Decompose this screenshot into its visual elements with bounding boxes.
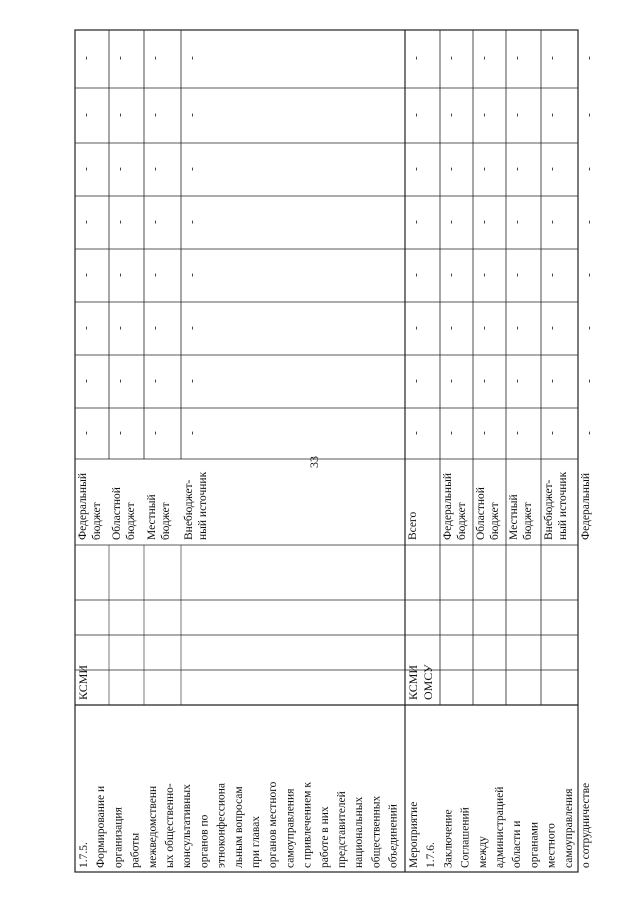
value-dash: -	[511, 56, 523, 60]
value-dash: -	[410, 431, 422, 435]
value-dash: -	[80, 273, 92, 277]
value-dash: -	[114, 56, 126, 60]
value-dash: -	[546, 431, 558, 435]
value-dash: -	[511, 431, 523, 435]
table-frame	[75, 30, 578, 872]
source-label: бюджет	[489, 502, 501, 540]
measure-name-line: с привлечением к	[301, 782, 314, 868]
value-dash: -	[445, 273, 457, 277]
measure-name-line: о сотрудничестве	[580, 782, 592, 868]
budget-table	[75, 30, 595, 872]
value-dash: -	[478, 56, 490, 60]
value-dash: -	[478, 167, 490, 171]
measure-name-line: межведомственн	[146, 785, 159, 868]
source-label: Местный	[508, 494, 520, 540]
measure-name-line: Соглашений	[459, 807, 472, 868]
value-dash: -	[410, 56, 422, 60]
value-dash: -	[186, 326, 198, 330]
value-dash: -	[186, 273, 198, 277]
value-dash: -	[80, 220, 92, 224]
value-dash: -	[445, 326, 457, 330]
value-dash: -	[511, 220, 523, 224]
value-dash: -	[80, 113, 92, 117]
measure-name-line: 1.7.6.	[425, 842, 438, 868]
value-dash: -	[583, 167, 595, 171]
measure-name-line: самоуправления	[284, 788, 297, 868]
measure-name-line: общественных	[370, 795, 383, 868]
value-dash: -	[410, 273, 422, 277]
value-dash: -	[546, 113, 558, 117]
value-dash: -	[546, 273, 558, 277]
value-dash: -	[445, 113, 457, 117]
source-label: бюджет	[160, 502, 172, 540]
source-label: Федеральный	[442, 473, 454, 540]
source-label: Внебюджет-	[183, 479, 195, 540]
value-dash: -	[186, 379, 198, 383]
value-dash: -	[149, 56, 161, 60]
value-dash: -	[114, 431, 126, 435]
value-dash: -	[149, 431, 161, 435]
value-dash: -	[80, 167, 92, 171]
value-dash: -	[583, 326, 595, 330]
measure-name-line: органов по	[198, 814, 211, 868]
value-dash: -	[445, 56, 457, 60]
measure-name-line: национальных	[353, 796, 366, 868]
source-label: бюджет	[91, 502, 103, 540]
source-label: бюджет	[522, 502, 534, 540]
value-dash: -	[114, 220, 126, 224]
value-dash: -	[186, 56, 198, 60]
value-dash: -	[546, 167, 558, 171]
value-dash: -	[478, 273, 490, 277]
page-number: 33	[307, 456, 321, 468]
value-dash: -	[410, 326, 422, 330]
value-dash: -	[114, 113, 126, 117]
value-dash: -	[511, 326, 523, 330]
value-dash: -	[546, 220, 558, 224]
measure-name-line: органами	[528, 821, 541, 868]
value-dash: -	[186, 113, 198, 117]
measure-name-line: ых общественно-	[164, 783, 176, 868]
source-label: бюджет	[456, 502, 468, 540]
source-label: Областной	[475, 487, 487, 540]
value-dash: -	[410, 220, 422, 224]
measure-name-line: объединений	[387, 804, 400, 868]
value-dash: -	[511, 167, 523, 171]
measure-name-line: представителей	[336, 791, 348, 868]
source-label: ный источник	[197, 471, 209, 540]
source-label: бюджет	[125, 502, 137, 540]
value-dash: -	[478, 113, 490, 117]
measure-name-line: при главах	[250, 815, 262, 868]
measure-name-line: Формирование и	[95, 785, 108, 868]
source-label: Федеральный	[77, 473, 89, 540]
value-dash: -	[149, 273, 161, 277]
value-dash: -	[149, 220, 161, 224]
value-dash: -	[149, 326, 161, 330]
measure-name-line: организация	[112, 807, 125, 868]
measure-name-line: Заключение	[442, 809, 455, 868]
value-dash: -	[478, 431, 490, 435]
value-dash: -	[410, 113, 422, 117]
value-dash: -	[186, 167, 198, 171]
measure-name-line: между	[476, 836, 489, 868]
measure-name-line: области и	[511, 820, 524, 868]
value-dash: -	[80, 56, 92, 60]
value-dash: -	[149, 167, 161, 171]
value-dash: -	[410, 379, 422, 383]
value-dash: -	[511, 113, 523, 117]
value-dash: -	[546, 379, 558, 383]
executor-label: КСМИ	[76, 664, 90, 700]
measure-name-line: этноконфессиона	[215, 783, 228, 868]
measure-name-line: самоуправления	[562, 788, 575, 868]
value-dash: -	[511, 273, 523, 277]
value-dash: -	[445, 167, 457, 171]
source-label: ный источник	[557, 471, 569, 540]
value-dash: -	[445, 220, 457, 224]
value-dash: -	[410, 167, 422, 171]
measure-name-line: Мероприятие	[408, 801, 420, 868]
value-dash: -	[478, 220, 490, 224]
value-dash: -	[546, 56, 558, 60]
value-dash: -	[583, 220, 595, 224]
value-dash: -	[80, 326, 92, 330]
executor-label: ОМСУ	[421, 664, 435, 700]
value-dash: -	[80, 431, 92, 435]
measure-name-line: работы	[129, 832, 142, 868]
value-dash: -	[511, 379, 523, 383]
value-dash: -	[114, 326, 126, 330]
source-label: Областной	[111, 487, 123, 540]
value-dash: -	[478, 326, 490, 330]
measure-name-line: консультативных	[181, 784, 194, 868]
measure-name-line: работе в них	[318, 806, 331, 868]
executor-label: КСМИ	[406, 664, 420, 700]
value-dash: -	[80, 379, 92, 383]
value-dash: -	[583, 431, 595, 435]
value-dash: -	[583, 56, 595, 60]
value-dash: -	[186, 431, 198, 435]
value-dash: -	[583, 273, 595, 277]
value-dash: -	[114, 167, 126, 171]
source-label: Внебюджет-	[543, 479, 555, 540]
value-dash: -	[186, 220, 198, 224]
source-label: Всего	[407, 511, 419, 540]
measure-name-line: администрацией	[494, 786, 506, 868]
value-dash: -	[149, 379, 161, 383]
measure-name-line: местного	[545, 823, 558, 868]
value-dash: -	[583, 113, 595, 117]
measure-name-line: льным вопросам	[232, 786, 245, 868]
value-dash: -	[149, 113, 161, 117]
measure-name-line: органов местного	[267, 781, 280, 868]
value-dash: -	[445, 431, 457, 435]
value-dash: -	[478, 379, 490, 383]
source-label: Федеральный	[580, 473, 592, 540]
value-dash: -	[445, 379, 457, 383]
measure-name-line: 1.7.5.	[78, 842, 90, 868]
source-label: Местный	[146, 494, 158, 540]
value-dash: -	[583, 379, 595, 383]
value-dash: -	[546, 326, 558, 330]
value-dash: -	[114, 379, 126, 383]
value-dash: -	[114, 273, 126, 277]
